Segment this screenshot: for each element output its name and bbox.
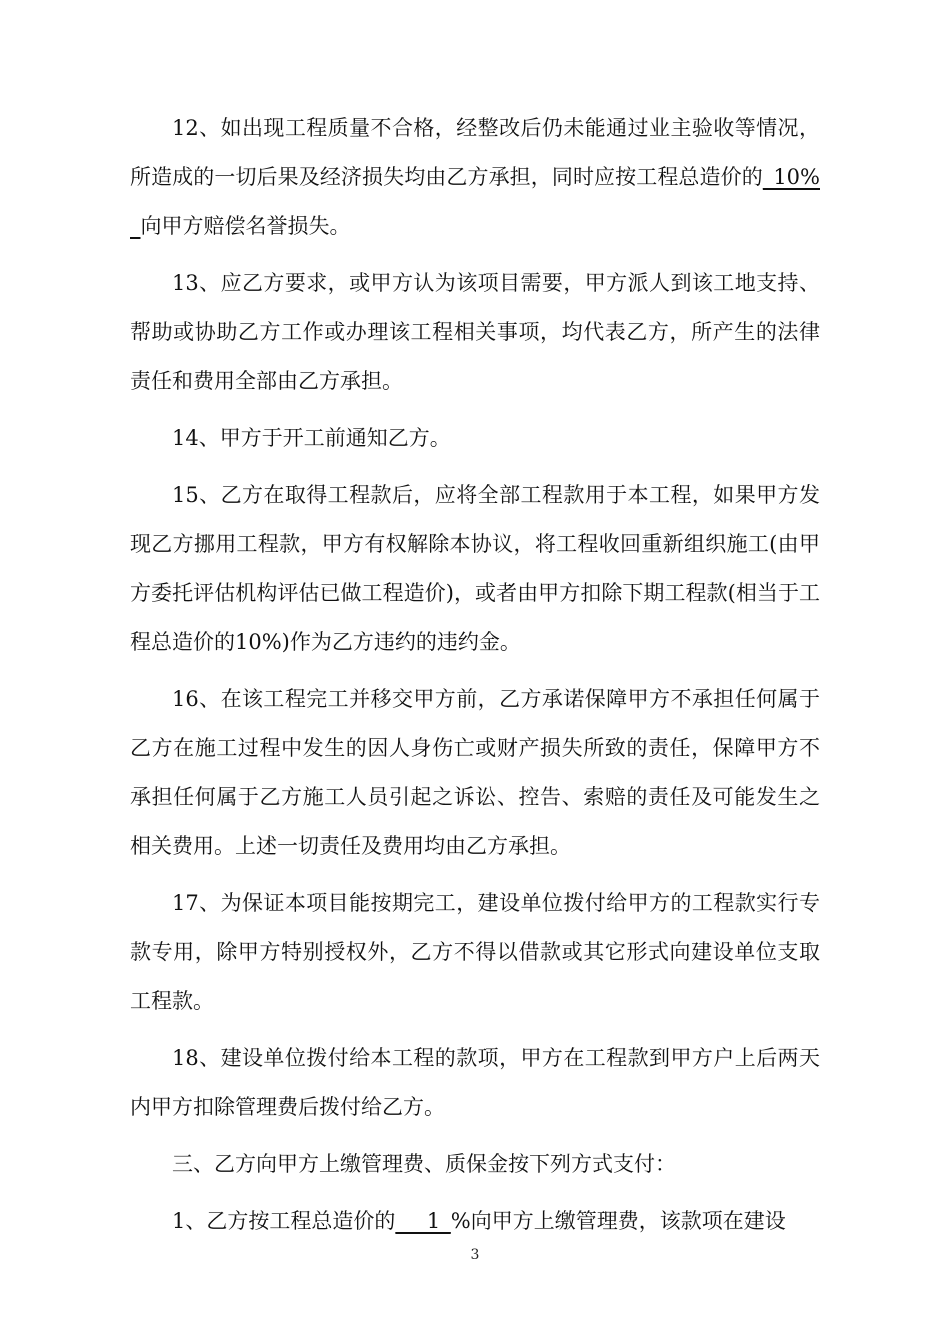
section-3-clause-1 (130, 1197, 820, 1246)
clause-12-text-a: 12、如出现工程质量不合格，经整改后仍未能通过业主验收等情况，所造成的一切后果及经济损失均由乙方承担，同时应按工程总造价的 (130, 116, 820, 189)
clause-15-text: 15、乙方在取得工程款后，应将全部工程款用于本工程，如果甲方发现乙方挪用工程款，甲方有权解除本协议，将工程收回重新组织施工(由甲方委托评估机构评估已做工程造价)，或者由甲方扣除下期工程款(相当于工程总造价的10%)作为乙方违约的违约金。 (130, 483, 820, 654)
clause-15 (130, 471, 820, 667)
clause-13 (130, 259, 820, 406)
section-3-heading (130, 1140, 820, 1189)
section-3-clause-1-text-a: 1、乙方按工程总造价的 (172, 1209, 396, 1233)
clause-17 (130, 879, 820, 1026)
page-number: 3 (470, 1247, 480, 1263)
clause-14-text: 14、甲方于开工前通知乙方。 (172, 426, 451, 450)
clause-12-underlined-rate: _10%_ (130, 165, 820, 238)
document-body (130, 104, 820, 1254)
clause-16-text: 16、在该工程完工并移交甲方前，乙方承诺保障甲方不承担任何属于乙方在施工过程中发生的因人身伤亡或财产损失所致的责任，保障甲方不承担任何属于乙方施工人员引起之诉讼、控告、索赔的责任及可能发生之相关费用。上述一切责任及费用均由乙方承担。 (130, 687, 820, 858)
clause-16 (130, 675, 820, 871)
clause-14 (130, 414, 820, 463)
clause-13-text: 13、应乙方要求，或甲方认为该项目需要，甲方派人到该工地支持、帮助或协助乙方工作或办理该工程相关事项，均代表乙方，所产生的法律责任和费用全部由乙方承担。 (130, 271, 820, 393)
clause-17-text: 17、为保证本项目能按期完工，建设单位拨付给甲方的工程款实行专款专用，除甲方特别授权外，乙方不得以借款或其它形式向建设单位支取工程款。 (130, 891, 820, 1013)
section-3-heading-text: 三、乙方向甲方上缴管理费、质保金按下列方式支付： (172, 1152, 676, 1176)
clause-12 (130, 104, 820, 251)
section-3-clause-1-underlined-rate: ___1_ (395, 1209, 451, 1233)
clause-12-text-b: 向甲方赔偿名誉损失。 (140, 214, 351, 238)
clause-18 (130, 1034, 820, 1132)
clause-18-text: 18、建设单位拨付给本工程的款项，甲方在工程款到甲方户上后两天内甲方扣除管理费后拨付给乙方。 (130, 1046, 820, 1119)
section-3-clause-1-text-b: %向甲方上缴管理费，该款项在建设 (450, 1209, 786, 1233)
